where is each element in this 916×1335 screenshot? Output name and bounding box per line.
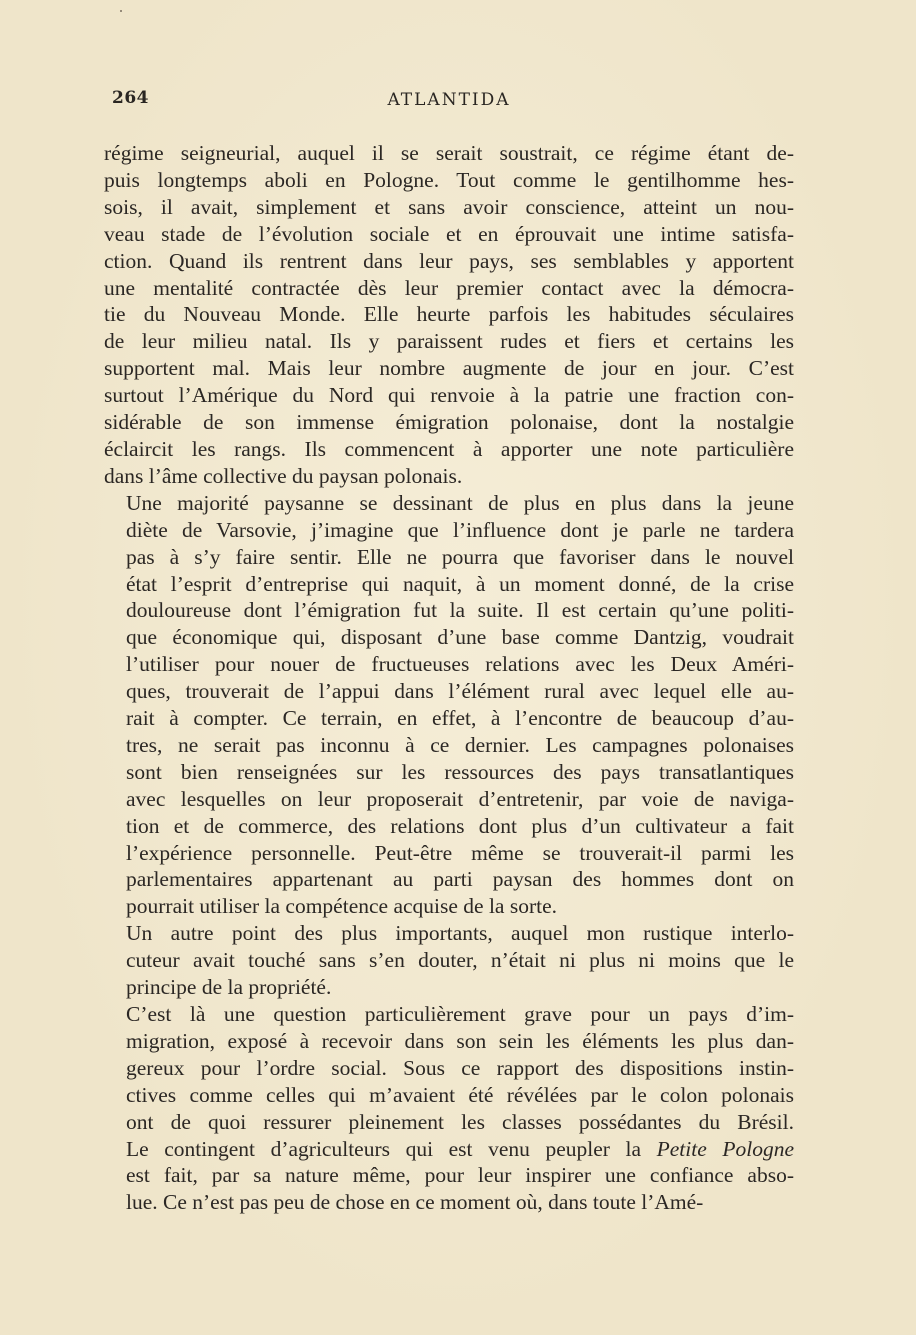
text-line: éclaircit les rangs. Ils commencent à apporter une note particulière (104, 436, 794, 461)
text-line: tion et de commerce, des relations dont plus d’un cultivateur a fait (126, 813, 794, 838)
text-line: C’est là une question particulièrement grave pour un pays d’im- (126, 1002, 794, 1026)
text-line: pas à s’y faire sentir. Elle ne pourra que favoriser dans le nouvel (126, 544, 794, 569)
running-title: ATLANTIDA (387, 90, 511, 110)
text-line: que économique qui, disposant d’une base comme Dantzig, voudrait (126, 625, 794, 650)
text-line: est fait, par sa nature même, pour leur inspirer une confiance abso- (126, 1163, 794, 1188)
paragraph (104, 920, 794, 1001)
text-line: gereux pour l’ordre social. Sous ce rapport des dispositions instin- (126, 1055, 794, 1080)
text-line: l’expérience personnelle. Peut-être même se trouverait-il parmi les (126, 840, 794, 865)
text-line: douloureuse dont l’émigration fut la suite. Il est certain qu’une politi- (126, 598, 794, 623)
text-line: ont de quoi ressurer pleinement les classes possédantes du Brésil. (126, 1109, 794, 1134)
text-line: de leur milieu natal. Ils y paraissent rudes et fiers et certains les (104, 329, 794, 354)
text-line: ques, trouverait de l’appui dans l’élément rural avec lequel elle au- (126, 679, 794, 704)
text-line: migration, exposé à recevoir dans son sein les éléments les plus dan- (126, 1028, 794, 1053)
text-line: Un autre point des plus importants, auquel mon rustique interlo- (126, 921, 794, 946)
text-line: dans l’âme collective du paysan polonais. (104, 463, 463, 488)
text-line: ctives comme celles qui m’avaient été révélées par le colon polonais (126, 1082, 794, 1107)
text-line: état l’esprit d’entreprise qui naquit, à un moment donné, de la crise (126, 571, 794, 596)
text-line: tres, ne serait pas inconnu à ce dernier. Les campagnes polonaises (126, 732, 794, 757)
ink-speck (120, 10, 122, 12)
text-line: cuteur avait touché sans s’en douter, n’était ni plus ni moins que le (126, 948, 794, 973)
paragraph (104, 490, 794, 921)
text-line: Le contingent d’agriculteurs qui est venu peupler la Petite Pologne (126, 1136, 794, 1161)
text-line: régime seigneurial, auquel il se serait soustrait, ce régime étant de- (104, 141, 794, 165)
text-line: pourrait utiliser la compétence acquise de la sorte. (126, 894, 558, 919)
paragraph (104, 1001, 794, 1216)
text-line: Une majorité paysanne se dessinant de plus en plus dans la jeune (126, 490, 794, 515)
text-line: tie du Nouveau Monde. Elle heurte parfois les habitudes séculaires (104, 302, 794, 327)
page-header (104, 86, 794, 116)
text-line: sois, il avait, simplement et sans avoir conscience, atteint un nou- (104, 194, 794, 219)
text-line: sont bien renseignées sur les ressources des pays transatlantiques (126, 759, 794, 784)
text-line: sidérable de son immense émigration polonaise, dont la nostalgie (104, 410, 794, 435)
page-number: 264 (112, 88, 149, 108)
paragraph (104, 140, 794, 490)
text-line: lue. Ce n’est pas peu de chose en ce moment où, dans toute l’Amé- (126, 1190, 704, 1215)
text-line: rait à compter. Ce terrain, en effet, à l’encontre de beaucoup d’au- (126, 706, 794, 731)
italic-place-name: Petite Pologne (656, 1136, 794, 1161)
text-line: ction. Quand ils rentrent dans leur pays, ses semblables y apportent (104, 248, 794, 273)
text-line: surtout l’Amérique du Nord qui renvoie à la patrie une fraction con- (104, 383, 794, 408)
text-line: une mentalité contractée dès leur premier contact avec la démocra- (104, 275, 794, 300)
text-line: avec lesquelles on leur proposerait d’entretenir, par voie de naviga- (126, 786, 794, 811)
text-line: principe de la propriété. (126, 975, 332, 1000)
text-line: l’utiliser pour nouer de fructueuses relations avec les Deux Améri- (126, 652, 794, 677)
text-line: supportent mal. Mais leur nombre augmente de jour en jour. C’est (104, 356, 794, 381)
body-text (104, 140, 794, 1216)
text-line: diète de Varsovie, j’imagine que l’influence dont je parle ne tardera (126, 517, 794, 542)
text-line: puis longtemps aboli en Pologne. Tout comme le gentilhomme hes- (104, 167, 794, 192)
text-line: parlementaires appartenant au parti paysan des hommes dont on (126, 867, 794, 892)
text-line: veau stade de l’évolution sociale et en éprouvait une intime satisfa- (104, 221, 794, 246)
